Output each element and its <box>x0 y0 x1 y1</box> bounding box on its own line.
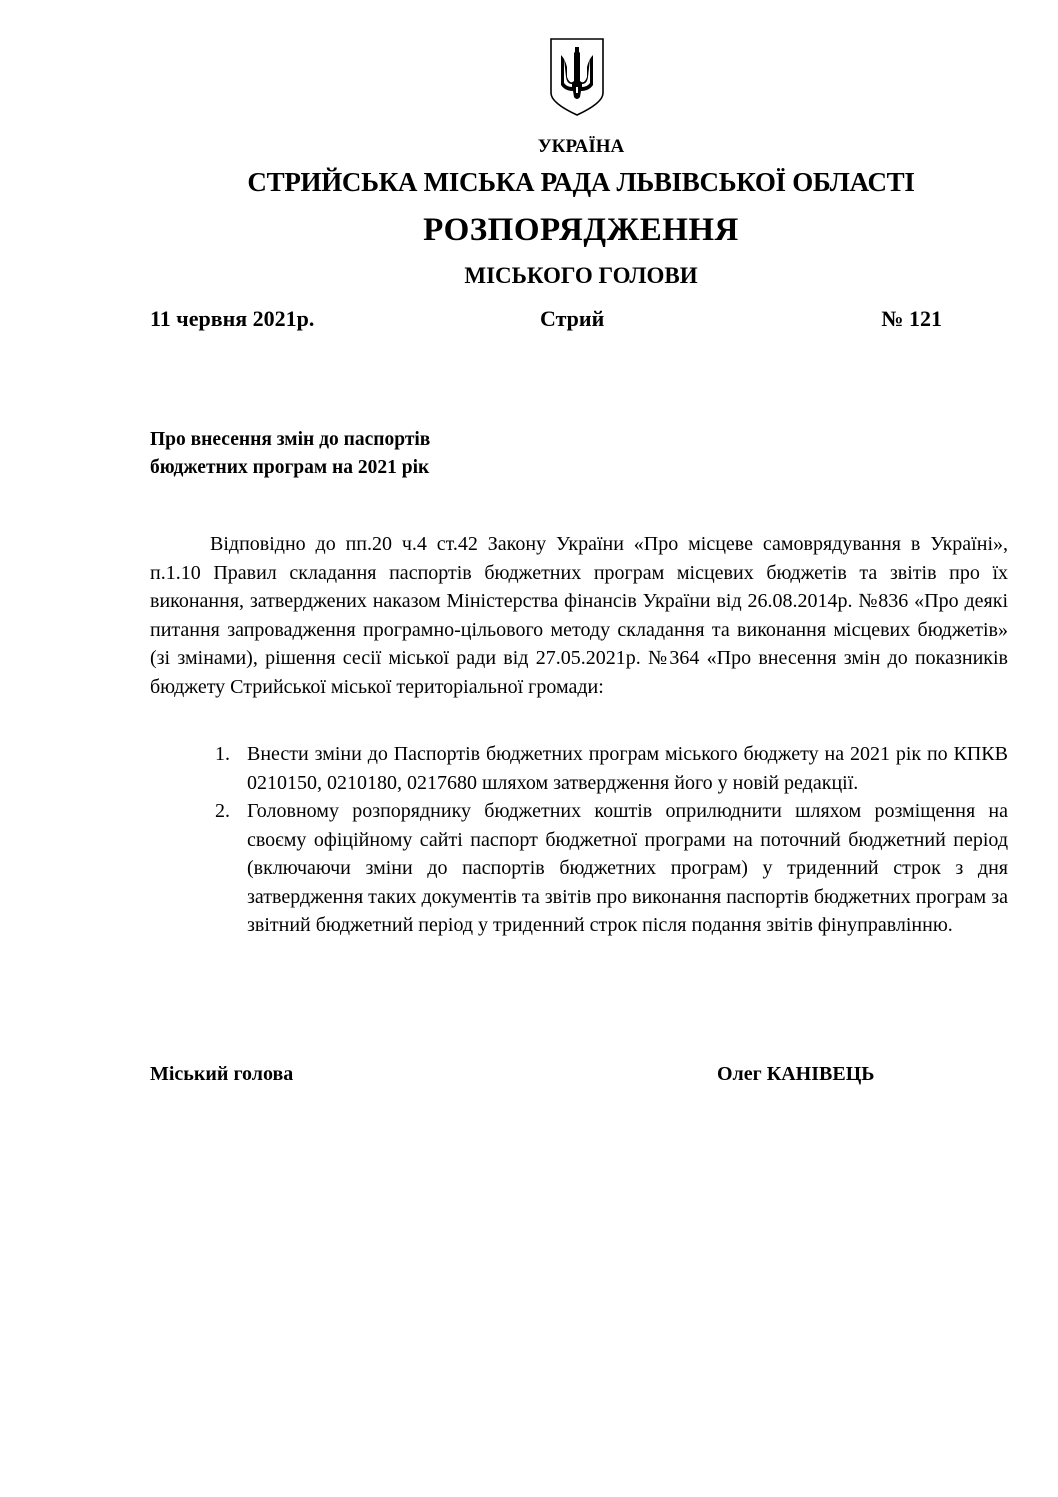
signatory-name: Олег КАНІВЕЦЬ <box>717 1063 875 1085</box>
subject-line-2: бюджетних програм на 2021 рік <box>150 457 430 478</box>
document-meta-row <box>150 306 942 332</box>
document-place: Стрий <box>540 306 605 331</box>
document-number: № 121 <box>881 306 942 331</box>
signatory-title: Міський голова <box>150 1063 294 1085</box>
trident-coat-of-arms-icon <box>549 37 605 117</box>
order-number: 2. <box>215 800 230 822</box>
orders-list <box>215 740 1008 940</box>
council-heading: СТРИЙСЬКА МІСЬКА РАДА ЛЬВІВСЬКОЇ ОБЛАСТІ <box>247 167 915 197</box>
subject-line-1: Про внесення змін до паспортів <box>150 429 431 450</box>
issuer-heading: МІСЬКОГО ГОЛОВИ <box>464 263 698 288</box>
order-item <box>215 797 1008 940</box>
preamble-paragraph: Відповідно до пп.20 ч.4 ст.42 Закону України «Про місцеве самоврядування в Україні», п.1.10 Правил складання паспортів бюджетних програм місцевих бюджетів та звітів про їх виконання, затверджених наказом Міністерства фінансів України від 26.08.2014р. №836 «Про деякі питання запровадження програмно-цільового методу складання та виконання місцевих бюджетів» (зі змінами), рішення сесії міської ради від 27.05.2021р. №364 «Про внесення змін до показників бюджету Стрийської міської територіальної громади: <box>150 533 1008 698</box>
document-subject <box>150 426 430 482</box>
order-text: Головному розпоряднику бюджетних коштів оприлюднити шляхом розміщення на своєму офіційному сайті паспорт бюджетної програми на поточний бюджетний період (включаючи зміни до паспортів бюджетних програм) у триденний строк з дня затвердження таких документів та звітів про виконання паспортів бюджетних програм за звітний бюджетний період у триденний строк після подання звітів фінуправлінню. <box>247 800 1008 936</box>
document-date: 11 червня 2021р. <box>150 306 315 331</box>
order-number: 1. <box>215 743 230 765</box>
document-type-heading: РОЗПОРЯДЖЕННЯ <box>423 212 739 248</box>
order-text: Внести зміни до Паспортів бюджетних програм міського бюджету на 2021 рік по КПКВ 0210150, 0210180, 0217680 шляхом затвердження його у новій редакції. <box>247 743 1008 794</box>
country-heading: УКРАЇНА <box>537 136 625 157</box>
order-item <box>215 740 1008 797</box>
